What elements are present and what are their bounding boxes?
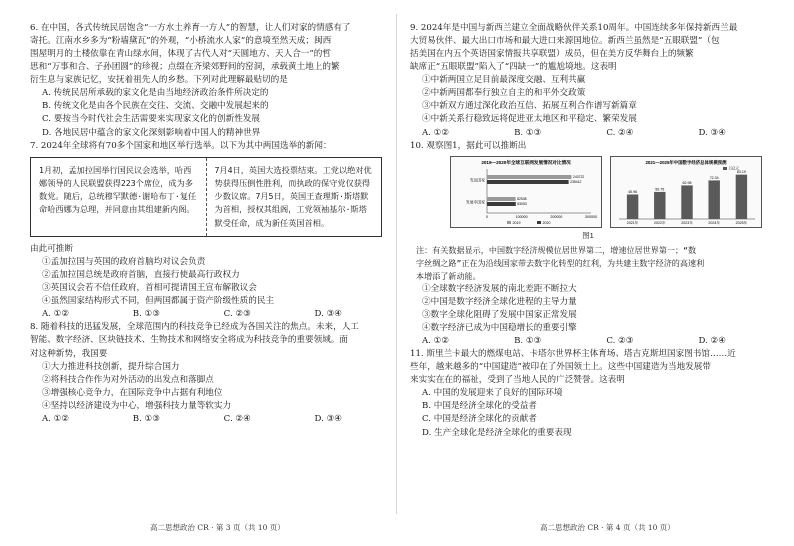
chart2-data-label: 72.34 [709,175,719,180]
q6-stem-5: 衍生息与家族记忆，安抚着祖先人的乡愁。下列对此理解最贴切的是 [30,75,288,86]
q8-stem-2: 智能、数字经济、区块链技术、生物技术和网络安全将成为科技竞争的重要领域。面 [30,335,348,346]
chart1-legend-swatch [537,221,541,224]
q10-choices [410,335,766,348]
q7-statement-1: ①孟加拉国与英国的政府首脑均对议会负责 [42,257,206,268]
q7-option-a[interactable]: A. ①② [42,309,70,320]
chart1-legend-label: 2019 [512,220,521,225]
chart1-x-tick: 0 [486,214,488,219]
chart1-bar [487,197,516,201]
q11-option-c[interactable]: C. 中国是经济全球化的贡献者 [422,414,537,425]
right-page-footer: 高二思想政治 CR · 第 4 页（共 10 页） [540,523,675,532]
chart-digital-economy-scale [610,156,762,228]
q7-statement-2: ②孟加拉国总统是政府首脑，直接行使最高行政权力 [42,270,240,281]
q8-choices [30,413,382,426]
chart2-bar [681,185,692,219]
q9-statement-3: ③中新双方通过深化政治互信、拓展互利合作谱写新篇章 [422,101,637,112]
chart1-legend-swatch [507,221,511,224]
figure-caption: 图1 [582,230,594,240]
chart2-category-label: 2024年 [708,220,720,225]
q11-option-b[interactable]: B. 中国是经济全球化的受益者 [422,401,537,412]
chart2-category-label: 2025年 [735,220,748,225]
q11-stem-2: 些年，越来越多的“中国建造”被印在了外国领土上。这些中国建造为当地发展带 [410,362,711,373]
chart1-data-label: 243722 [572,174,585,179]
q8-option-a[interactable]: A. ①② [42,413,70,424]
left-page-footer: 高二思想政治 CR · 第 3 页（共 10 页） [150,523,285,532]
chart2-data-label: 50.75 [655,187,665,192]
q10-note-3: 本增添了新动能。 [416,270,481,281]
q9-stem-3: 括美国在内五个英语国家情报共享联盟）成员，但在美方反华舞台上的频繁 [410,49,694,60]
chart1-x-tick: 300000 [585,214,597,219]
chart1-category-label: 发达国家 [469,178,485,183]
q9-statement-4: ④中新关系行稳致远将促进亚太地区和平稳定、繁荣发展 [422,114,637,125]
chart1-bar [487,202,516,206]
q9-option-d[interactable]: D. ③④ [698,127,726,138]
q9-statement-2: ②中新两国都奉行独立自主的和平外交政策 [422,88,586,99]
question-7 [30,140,382,322]
chart2-category-label: 2023年 [681,220,693,225]
q6-option-c[interactable]: C. 要按当今时代社会生活需要来实现家文化的创新性发展 [42,114,260,125]
figure-1 [450,156,766,228]
chart2-bar [736,174,747,218]
q10-stem: 10. 观察图1，据此可以推断出 [410,140,527,151]
chart2-title: 2021—2025年中国数字经济总体规模预测 [645,159,727,165]
q8-stem-1: 8. 随着科技的迅猛发展，全球范围内的科技竞争已经成为各国关注的焦点。未来，人工 [30,322,359,333]
chart2-bar [708,180,719,219]
chart2-category-label: 2021年 [626,220,639,225]
q9-statement-1: ①中新两国立足目前最深度交融、互利共赢 [422,75,586,86]
q9-option-a[interactable]: A. ①② [422,127,450,138]
chart1-title: 2019—2020年全球互联网发展情况对比情况 [481,159,571,165]
q10-statement-3: ③数字全球化阻碍了发展中国家正常发展 [422,309,577,320]
q10-statement-1: ①全球数字经济发展的南北差距不断拉大 [422,283,577,294]
q10-note-2: 字丝绸之路”正在为沿线国家带去数字化转型的红利，为共建主数字经济的高速利 [416,257,705,268]
chart2-data-label: 62.98 [682,180,692,185]
q7-choices [30,308,382,321]
chart1-category-label: 发展中国家 [466,200,485,205]
q8-statement-3: ③增强核心竞争力，在国际竞争中占据有利地位 [42,387,223,398]
chart1-x-tick: 100000 [515,214,528,219]
q11-option-d[interactable]: D. 生产全球化是经济全球化的重要表现 [422,427,572,438]
q9-choices [410,127,766,140]
chart2-data-label: 83.19 [736,169,746,174]
news-uk: 7月4日，英国大选投票结束。工党以绝对优势获得压倒性胜利，而执政的保守党仅获得少数议席。7月5日，英国王查理斯·斯塔默为首相，授权其组阁，工党领袖基尔·斯塔默受任命，成为新任英国首相。 [206,158,382,236]
q7-option-b[interactable]: B. ①③ [132,309,160,320]
right-page [410,22,766,440]
q9-stem-1: 9. 2024年是中国与新西兰建立全面战略伙伴关系10周年。中国连续多年保持新西兰最 [410,23,738,33]
q6-option-d[interactable]: D. 各地民居中蕴含的家文化深刻影响着中国人的精神世界 [42,127,261,138]
q8-statement-1: ①大力推进科技创新，提升综合国力 [42,361,180,372]
chart-internet-development [450,156,602,228]
chart1-data-label: 82538 [517,196,527,201]
q8-statement-4: ④坚持以经济建设为中心，增强科技力量等软实力 [42,400,232,411]
q10-option-b[interactable]: B. ①③ [514,336,542,347]
q7-option-c[interactable]: C. ②③ [223,309,251,320]
question-9 [410,22,766,140]
q6-stem-4: 思和“万事和合、子孙团圆”的珍视；点缀在齐梁郊野间的窑洞，承载黄土地上的繁 [30,62,340,73]
chart2-bar [654,192,665,219]
question-6 [30,22,382,140]
q8-statement-2: ②将科技合作作为对外活动的出发点和落脚点 [42,374,214,385]
q8-option-c[interactable]: C. ②④ [223,413,251,424]
q10-option-a[interactable]: A. ①② [422,336,450,347]
q7-stem: 7. 2024年全球将有70多个国家和地区举行选举。以下为其中两国选举的新闻： [30,140,332,151]
q11-stem-3: 来实实在在的福祉，受到了当地人民的广泛赞誉。这表明 [410,375,625,386]
question-10 [410,140,766,349]
chart2-legend-label: 万亿元 [728,166,740,171]
chart1-data-label: 235412 [570,179,582,184]
news-box [30,157,382,237]
q8-stem-3: 对这种新势，我国要 [30,348,108,359]
q6-stem-2: 寄托。江南水乡多为“粉墙黛瓦”的外观，“小桥流水人家”的意境至然天成；闽西 [30,36,332,47]
q7-lead: 由此可推断 [30,244,73,255]
q9-option-b[interactable]: B. ①③ [514,127,542,138]
question-11 [410,348,766,439]
q8-option-d[interactable]: D. ③④ [314,413,342,424]
q10-statement-4: ④数字经济已成为中国稳增长的重要引擎 [422,323,577,334]
q7-statement-4: ④虽然国家结构形式不同，但两国都属于资产阶级性质的民主 [42,296,275,307]
q6-option-a[interactable]: A. 传统民居所承载的家文化是由当地经济政治条件所决定的 [42,88,269,99]
q10-option-d[interactable]: D. ②④ [698,336,726,347]
q6-stem-1: 6. 在中国，各式传统民居饱含“一方水土养育一方人”的智慧，让人们对家的情感有了 [30,23,351,33]
q8-option-b[interactable]: B. ①③ [132,413,160,424]
news-bangladesh: 1月初，孟加拉国举行国民议会选举，哈西娜领导的人民联盟获得223个席位，成为多数党。随后，总统穆罕默德·谢哈布丁·复任命哈西娜为总理，并同意由其组建新内阁。 [39,164,197,215]
q11-option-a[interactable]: A. 中国的发展迎来了良好的国际环境 [422,388,563,399]
left-page [30,22,382,426]
q10-note-1: 注：有关数据显示，中国数字经济规模位居世界第二，增速位居世界第一；“数 [416,245,697,256]
page-divider [396,14,397,514]
chart1-data-label: 83053 [517,201,527,206]
chart2-category-label: 2022年 [654,220,666,225]
chart1-bar [487,175,571,179]
q7-option-d[interactable]: D. ③④ [314,309,342,320]
q10-option-c[interactable]: C. ②③ [606,336,634,347]
q6-stem-3: 围屋明月的土楼依靠在青山绿水间，体现了古代人对“天圆地方、天人合一”的哲 [30,49,331,60]
q11-stem-1: 11. 斯里兰卡最大的燃煤电站、卡塔尔世界杯主体育场、塔吉克斯坦国家图书馆……近 [410,349,736,360]
chart2-legend-swatch [723,167,727,170]
q9-stem-2: 大贸易伙伴、最大出口市场和最大进口来源国地位。新西兰虽然是“五眼联盟”（包 [410,36,720,47]
q6-option-b[interactable]: B. 传统文化是由各个民族在交往、交流、交融中发展起来的 [42,101,269,112]
chart1-bar [487,180,569,184]
q10-statement-2: ②中国是数字经济全球化进程的主导力量 [422,296,577,307]
chart2-bar [627,194,638,219]
chart2-data-label: 45.96 [628,189,638,194]
q9-option-c[interactable]: C. ②④ [606,127,634,138]
chart1-legend-label: 2020 [542,220,551,225]
question-8 [30,321,382,426]
chart1-x-tick: 200000 [550,214,563,219]
q7-statement-3: ③英国议会若不信任政府，首相可提请国王宣布解散议会 [42,283,257,294]
q9-stem-4: 缺席正“五眼联盟”陷入了“四缺一”的尴尬境地。这表明 [410,62,617,73]
